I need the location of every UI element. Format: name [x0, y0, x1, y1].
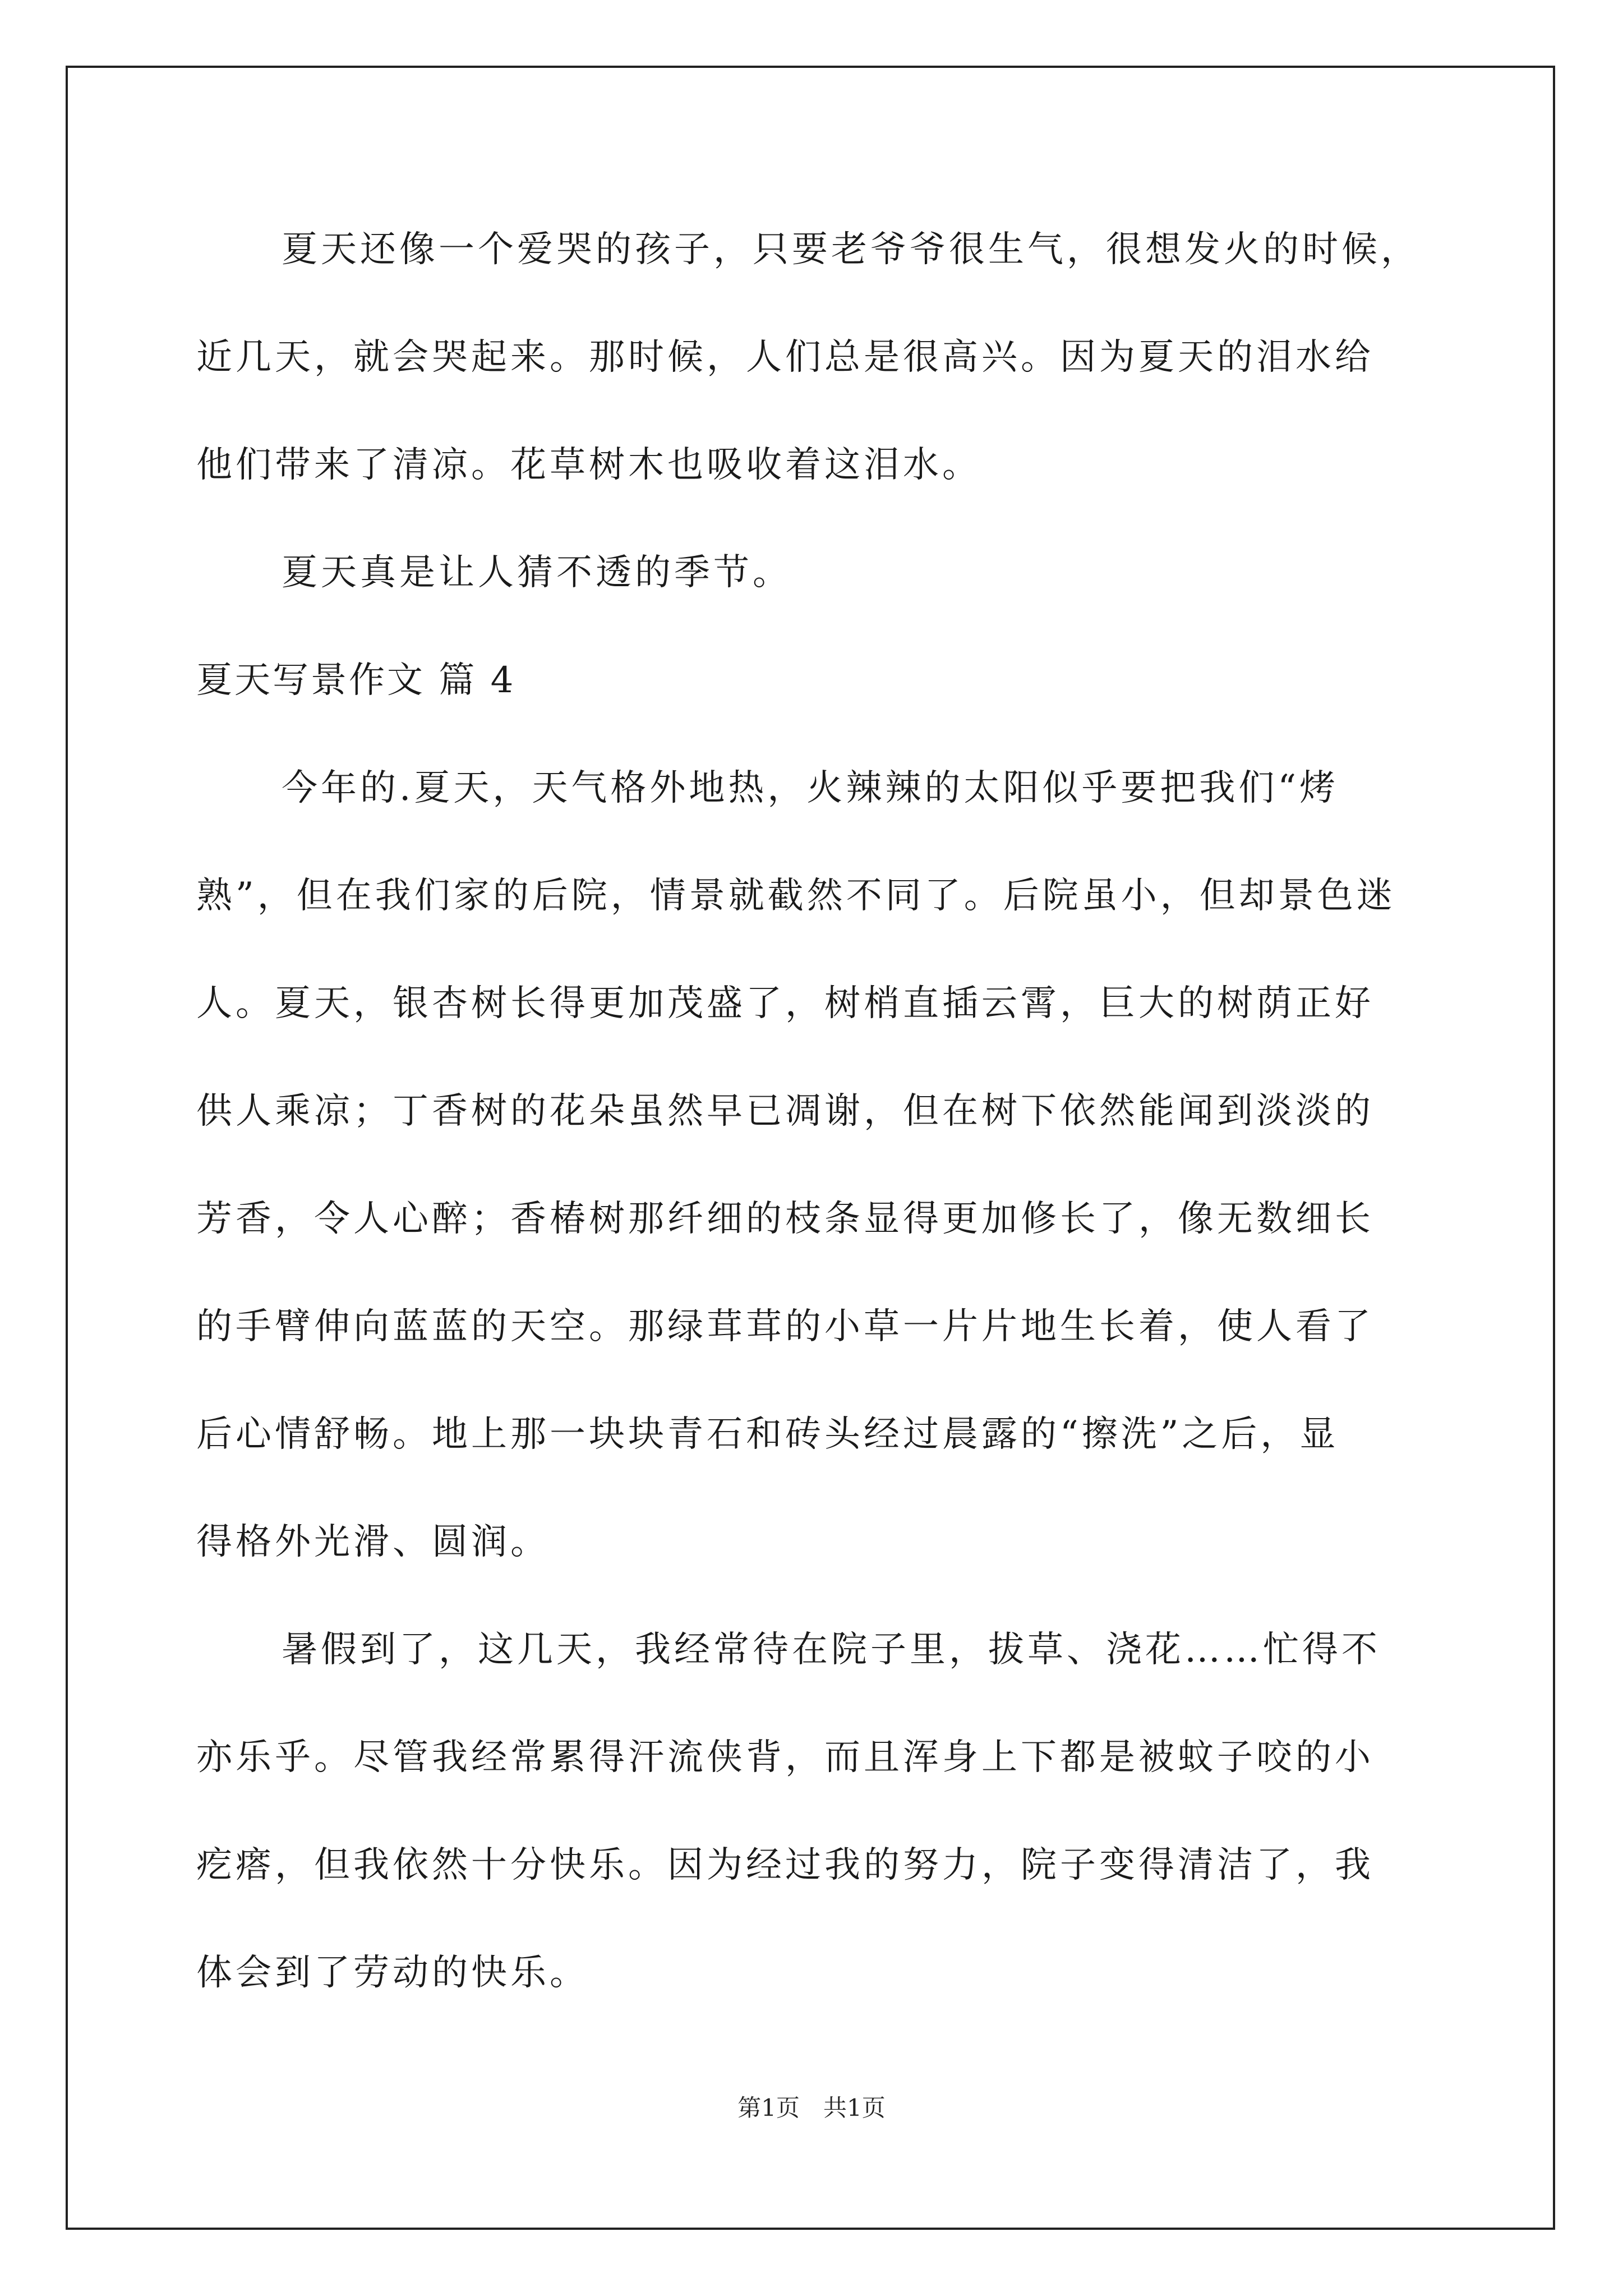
page-footer: 第1页 共1页: [737, 2094, 886, 2122]
text-line: 熟”，但在我们家的后院，情景就截然不同了。后院虽小，但却景色迷: [196, 875, 1396, 917]
text-line: 今年的.夏天，天气格外地热，火辣辣的太阳似乎要把我们“烤: [282, 767, 1339, 809]
text-line: 亦乐乎。尽管我经常累得汗流侠背，而且浑身上下都是被蚊子咬的小: [196, 1737, 1374, 1778]
heading-text: 夏天写景作文 篇 4: [196, 660, 516, 701]
text-line: 后心情舒畅。地上那一块块青石和砖头经过晨露的“擦洗”之后，显: [196, 1414, 1339, 1455]
section-heading: [196, 647, 1424, 754]
paragraph: [196, 539, 1424, 647]
text-line: 得格外光滑、圆润。: [196, 1521, 550, 1563]
text-line: 体会到了劳动的快乐。: [196, 1952, 589, 1994]
text-line: 芳香，令人心醉；香椿树那纤细的枝条显得更加修长了，像无数细长: [196, 1198, 1374, 1240]
text-line: 夏天真是让人猜不透的季节。: [282, 552, 792, 593]
text-line: 夏天还像一个爱哭的孩子，只要老爷爷很生气，很想发火的时候，: [282, 229, 1420, 270]
text-line: 暑假到了，这几天，我经常待在院子里，拔草、浇花……忙得不: [282, 1629, 1381, 1671]
text-line: 供人乘凉；丁香树的花朵虽然早已凋谢，但在树下依然能闻到淡淡的: [196, 1091, 1374, 1132]
paragraph: [196, 1616, 1424, 2047]
text-line: 近几天，就会哭起来。那时候，人们总是很高兴。因为夏天的泪水给: [196, 337, 1374, 378]
text-line: 人。夏天，银杏树长得更加茂盛了，树梢直插云霄，巨大的树荫正好: [196, 983, 1374, 1024]
text-line: 他们带来了清凉。花草树木也吸收着这泪水。: [196, 444, 981, 486]
text-line: 的手臂伸向蓝蓝的天空。那绿茸茸的小草一片片地生长着，使人看了: [196, 1306, 1374, 1347]
paragraph: [196, 754, 1424, 1616]
text-line: 疙瘩，但我依然十分快乐。因为经过我的努力，院子变得清洁了，我: [196, 1844, 1374, 1886]
paragraph: [196, 216, 1424, 539]
document-body: [196, 216, 1424, 2047]
